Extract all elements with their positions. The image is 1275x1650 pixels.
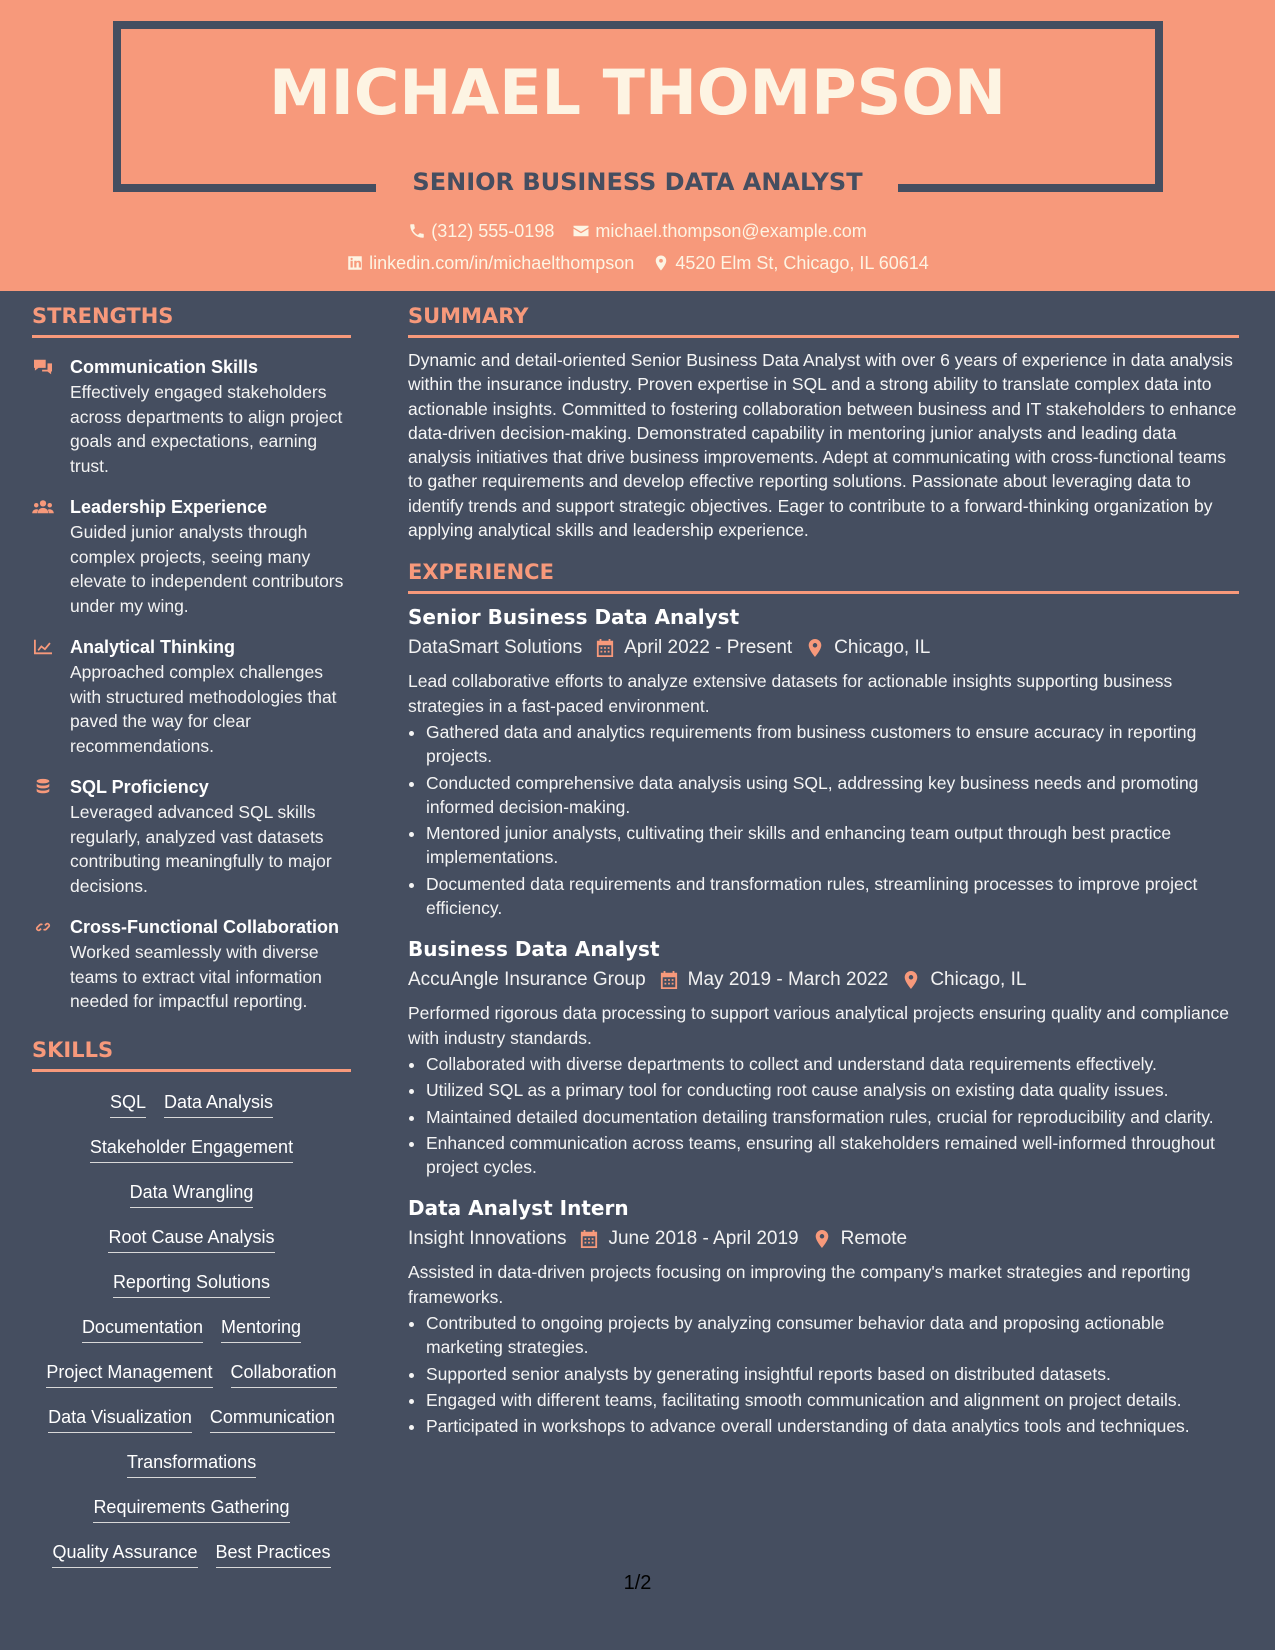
- skill-tag: Project Management: [46, 1360, 212, 1388]
- skill-tag: Data Visualization: [48, 1405, 192, 1433]
- strength-item: [32, 776, 351, 898]
- chart-line-icon: [32, 638, 54, 656]
- envelope-icon: [572, 222, 590, 240]
- skill-row: [32, 1491, 351, 1536]
- skill-tag: Transformations: [127, 1450, 256, 1478]
- skill-tag: Quality Assurance: [52, 1540, 197, 1568]
- job-description: Performed rigorous data processing to support various analytical projects ensuring quality and compliance with industry standards.: [408, 1003, 1229, 1048]
- job-dates: May 2019 - March 2022: [687, 969, 889, 991]
- strength-item: [32, 496, 351, 618]
- skill-tag: Collaboration: [231, 1360, 337, 1388]
- job-description: Lead collaborative efforts to analyze extensive datasets for actionable insights supporting business strategies in a fast-paced environment.: [408, 671, 1173, 716]
- job-company: AccuAngle Insurance Group: [408, 969, 646, 991]
- comments-icon: [32, 358, 54, 376]
- map-pin-icon: [813, 1229, 831, 1249]
- job-bullets: [408, 720, 1239, 920]
- skill-row: [32, 1086, 351, 1131]
- skills-heading: SKILLS: [32, 1040, 351, 1072]
- strength-description: Worked seamlessly with diverse teams to extract vital information needed for impactful reporting.: [70, 942, 322, 1011]
- job-company: DataSmart Solutions: [408, 637, 583, 659]
- experience-list: [408, 604, 1239, 1438]
- map-pin-icon: [652, 254, 670, 272]
- linkedin-icon: [346, 254, 364, 272]
- phone-icon: [408, 222, 426, 240]
- strengths-heading: STRENGTHS: [32, 306, 351, 338]
- strength-description: Approached complex challenges with structured methodologies that paved the way for clear recommendations.: [70, 662, 337, 756]
- strength-title: Analytical Thinking: [70, 637, 236, 657]
- skill-tag: Data Wrangling: [130, 1180, 254, 1208]
- job-bullet: • Collaborated with diverse departments to collect and understand data requirements effectively.: [426, 1052, 1239, 1076]
- job-bullet: • Enhanced communication across teams, ensuring all stakeholders remained well-informed throughout project cycles.: [426, 1131, 1239, 1180]
- contact-linkedin[interactable]: linkedin.com/in/michaelthompson: [346, 254, 634, 272]
- skill-tag: Reporting Solutions: [113, 1270, 270, 1298]
- strength-description: Guided junior analysts through complex projects, seeing many elevate to independent contributors under my wing.: [70, 522, 344, 616]
- experience-heading: EXPERIENCE: [408, 562, 1239, 594]
- skill-row: [32, 1176, 351, 1221]
- job-bullet: • Mentored junior analysts, cultivating their skills and enhancing team output through best practice implementations.: [426, 821, 1239, 870]
- skill-tag: Documentation: [82, 1315, 203, 1343]
- contact-row-2: [0, 254, 1275, 272]
- job-location: Chicago, IL: [834, 637, 931, 659]
- job-bullet: • Engaged with different teams, facilitating smooth communication and alignment on project details.: [426, 1388, 1239, 1412]
- skill-row: [32, 1221, 351, 1266]
- right-column: [408, 306, 1239, 1439]
- skill-tag: Mentoring: [221, 1315, 301, 1343]
- contact-email[interactable]: michael.thompson@example.com: [572, 222, 866, 240]
- link-icon: [32, 918, 54, 936]
- contact-address: 4520 Elm St, Chicago, IL 60614: [652, 254, 929, 272]
- left-column: [32, 306, 351, 1581]
- skill-tag: Data Analysis: [164, 1090, 273, 1118]
- job-entry: [408, 1195, 1239, 1438]
- skill-row: [32, 1266, 351, 1311]
- job-bullet: • Gathered data and analytics requirements from business customers to ensure accuracy in reporting projects.: [426, 720, 1239, 769]
- job-meta: [408, 1226, 1239, 1252]
- job-bullet: • Utilized SQL as a primary tool for conducting root cause analysis on existing data quality issues.: [426, 1078, 1239, 1102]
- strength-item: [32, 356, 351, 478]
- job-role: Data Analyst Intern: [408, 1196, 629, 1221]
- strength-description: Effectively engaged stakeholders across departments to align project goals and expectations, earning trust.: [70, 382, 343, 476]
- job-company: Insight Innovations: [408, 1228, 567, 1250]
- job-meta: [408, 635, 1239, 661]
- strength-item: [32, 636, 351, 758]
- job-bullets: [408, 1052, 1239, 1179]
- job-dates: June 2018 - April 2019: [608, 1228, 799, 1250]
- skill-tag: Stakeholder Engagement: [90, 1135, 293, 1163]
- job-bullet: • Maintained detailed documentation detailing transformation rules, crucial for reproducibility and clarity.: [426, 1105, 1239, 1129]
- skill-row: [32, 1356, 351, 1401]
- job-description: Assisted in data-driven projects focusing on improving the company's market strategies and reporting frameworks.: [408, 1262, 1191, 1307]
- contact-row-1: [0, 222, 1275, 240]
- job-location: Chicago, IL: [930, 969, 1027, 991]
- contact-phone[interactable]: (312) 555-0198: [408, 222, 554, 240]
- summary-heading: SUMMARY: [408, 306, 1239, 338]
- candidate-name: MICHAEL THOMPSON: [269, 56, 1006, 129]
- strength-title: Leadership Experience: [70, 497, 268, 517]
- calendar-icon: [660, 970, 678, 990]
- strength-title: Cross-Functional Collaboration: [70, 917, 340, 937]
- job-entry: [408, 604, 1239, 920]
- users-icon: [32, 498, 54, 516]
- calendar-icon: [580, 1229, 598, 1249]
- skills-list: [32, 1086, 351, 1581]
- skill-tag: Root Cause Analysis: [108, 1225, 274, 1253]
- skill-row: [32, 1131, 351, 1176]
- summary-text: Dynamic and detail-oriented Senior Business Data Analyst with over 6 years of experience in data analysis within the insurance industry. Proven expertise in SQL and a strong ability to translate complex data into actionable insights. Committed to fostering collaboration between business and IT stakeholders to enhance data-driven decision-making. Demonstrated capability in mentoring junior analysts and leading data analysis initiatives that drive business improvements. Adept at communicating with cross-functional teams to gather requirements and develop effective reporting solutions. Passionate about leveraging data to identify trends and support strategic objectives. Eager to contribute to a forward-thinking organization by applying analytical skills and leadership experience.: [408, 350, 1237, 541]
- job-bullet: • Conducted comprehensive data analysis using SQL, addressing key business needs and promoting informed decision-making.: [426, 771, 1239, 820]
- skill-tag: Requirements Gathering: [93, 1495, 289, 1523]
- job-dates: April 2022 - Present: [624, 637, 793, 659]
- skill-row: [32, 1311, 351, 1356]
- job-role: Senior Business Data Analyst: [408, 605, 740, 630]
- skill-row: [32, 1446, 351, 1491]
- strength-title: Communication Skills: [70, 357, 259, 377]
- job-title: SENIOR BUSINESS DATA ANALYST: [412, 168, 863, 196]
- job-bullet: • Contributed to ongoing projects by analyzing consumer behavior data and proposing actionable marketing strategies.: [426, 1311, 1239, 1360]
- job-location: Remote: [840, 1228, 908, 1250]
- page-number: 1/2: [623, 1572, 652, 1594]
- skill-tag: Communication: [210, 1405, 335, 1433]
- job-role: Business Data Analyst: [408, 937, 660, 962]
- skill-row: [32, 1401, 351, 1446]
- database-icon: [32, 778, 54, 796]
- job-bullet: • Participated in workshops to advance overall understanding of data analytics tools and techniques.: [426, 1414, 1239, 1438]
- skill-tag: SQL: [110, 1090, 146, 1118]
- job-bullets: [408, 1311, 1239, 1438]
- strength-description: Leveraged advanced SQL skills regularly, analyzed vast datasets contributing meaningfully to major decisions.: [70, 802, 332, 896]
- job-entry: [408, 936, 1239, 1179]
- job-meta: [408, 967, 1239, 993]
- map-pin-icon: [806, 638, 824, 658]
- job-bullet: • Documented data requirements and transformation rules, streamlining processes to improve project efficiency.: [426, 872, 1239, 921]
- job-bullet: • Supported senior analysts by generating insightful reports based on distributed datasets.: [426, 1362, 1239, 1386]
- strength-item: [32, 916, 351, 1014]
- calendar-icon: [596, 638, 614, 658]
- strength-title: SQL Proficiency: [70, 777, 209, 797]
- map-pin-icon: [902, 970, 920, 990]
- skill-tag: Best Practices: [216, 1540, 331, 1568]
- resume-header: [0, 0, 1275, 291]
